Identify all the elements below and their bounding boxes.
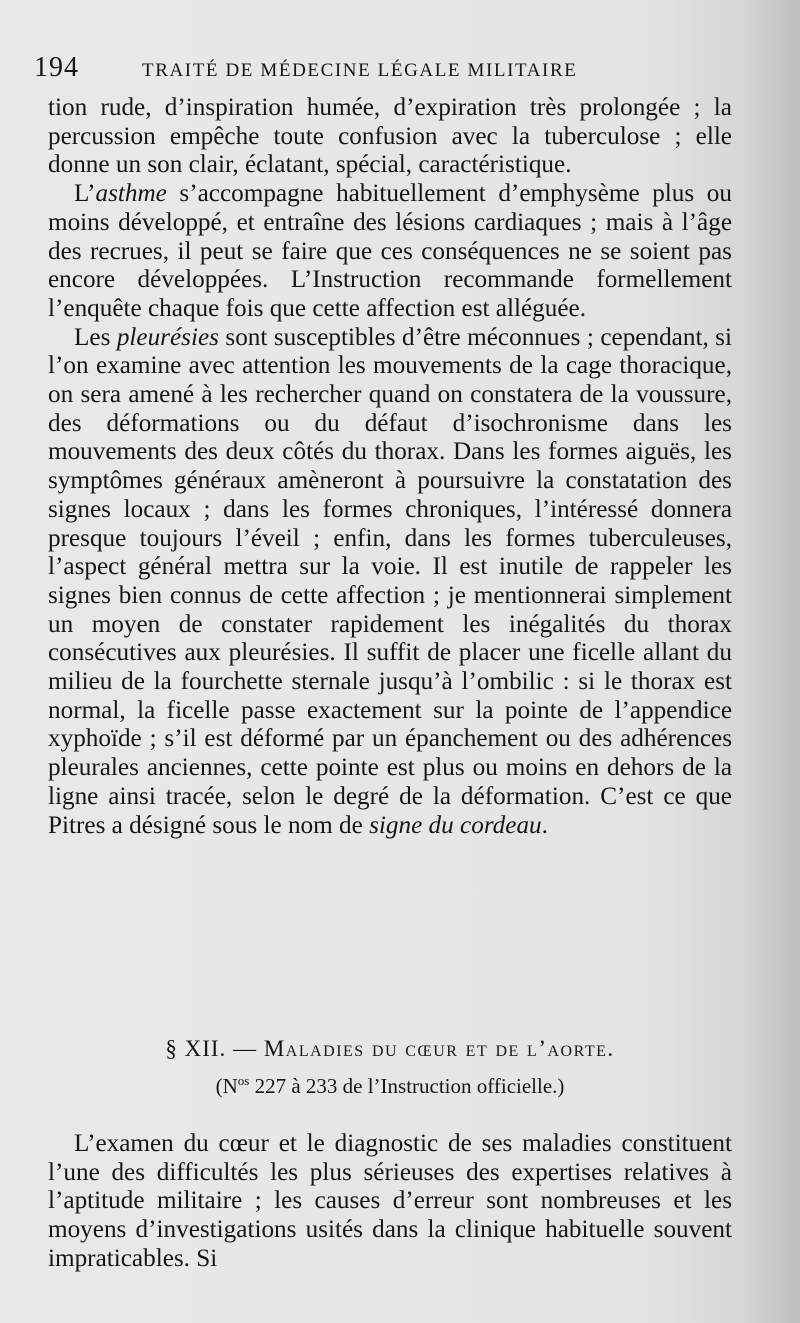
page-number: 194 (34, 52, 79, 83)
subtitle-part: (N (215, 1074, 238, 1098)
running-title: TRAITÉ DE MÉDECINE LÉGALE MILITAIRE (142, 60, 578, 81)
body-text (48, 94, 732, 840)
section-number: § XII. — (165, 1036, 258, 1061)
text-run: . (541, 811, 548, 839)
paragraph-continuation: tion rude, d’inspiration humée, d’expiration très prolongée ; la percussion empêche toute confusion avec la tuberculose ; elle donne un son clair, éclatant, spécial, caractéristique. (48, 94, 732, 179)
term-pleuresies: pleurésies (116, 323, 219, 351)
page-header (34, 52, 734, 92)
text-run: s’accompagne habituellement d’emphysème plus ou moins développé, et entraîne des lésions cardiaques ; mais à l’âge des recrues, il peut se faire que ces conséquences ne se soient pas encore développées. L’Instruction recommande formellement l’enquête chaque fois que cette affection est alléguée. (48, 180, 732, 322)
term-signe-du-cordeau: signe du cordeau (369, 811, 542, 839)
term-asthme: asthme (95, 180, 167, 208)
body-text-section (48, 1130, 732, 1274)
subtitle-part: 227 à 233 de l’Instruction officielle.) (249, 1074, 565, 1098)
section-heading (48, 1036, 732, 1062)
paragraph-coeur: L’examen du cœur et le diagnostic de ses maladies constituent l’une des difficultés les plus sérieuses des expertises relatives à l’aptitude militaire ; les causes d’erreur sont nombreuses et les moyens d’investigations usités dans la clinique habituelle souvent impraticables. Si (48, 1130, 732, 1272)
paragraph-asthme (48, 180, 732, 324)
text-run: Les (74, 323, 117, 351)
paragraph-pleuresies (48, 324, 732, 841)
subtitle-superscript: os (237, 1073, 250, 1088)
section-subtitle (48, 1073, 732, 1099)
text-run: sont susceptibles d’être méconnues ; cependant, si l’on examine avec attention les mouvements de la cage thoracique, on sera amené à les rechercher quand on constatera de la voussure, des déformations ou du défaut d’isochronisme dans les mouvements des deux côtés du thorax. Dans les formes aiguës, les symptômes généraux amèneront à poursuivre la constatation des signes locaux ; dans les formes chroniques, l’intéressé donnera presque toujours l’éveil ; enfin, dans les formes tuberculeuses, l’aspect général mettra sur la voie. Il est inutile de rappeler les signes bien connus de cette affection ; je mentionnerai simplement un moyen de constater rapidement les inégalités du thorax consécutives aux pleurésies. Il suffit de placer une ficelle allant du milieu de la fourchette sternale jusqu’à l’ombilic : si le thorax est normal, la ficelle passe exactement sur la pointe de l’appendice xyphoïde ; s’il est déformé par un épanchement ou des adhérences pleurales anciennes, cette pointe est plus ou moins en dehors de la ligne ainsi tracée, selon le degré de la déformation. C’est ce que Pitres a désigné sous le nom de (48, 323, 732, 839)
text-run: L’ (74, 180, 96, 208)
section-title: Maladies du cœur et de l’aorte. (263, 1036, 615, 1061)
